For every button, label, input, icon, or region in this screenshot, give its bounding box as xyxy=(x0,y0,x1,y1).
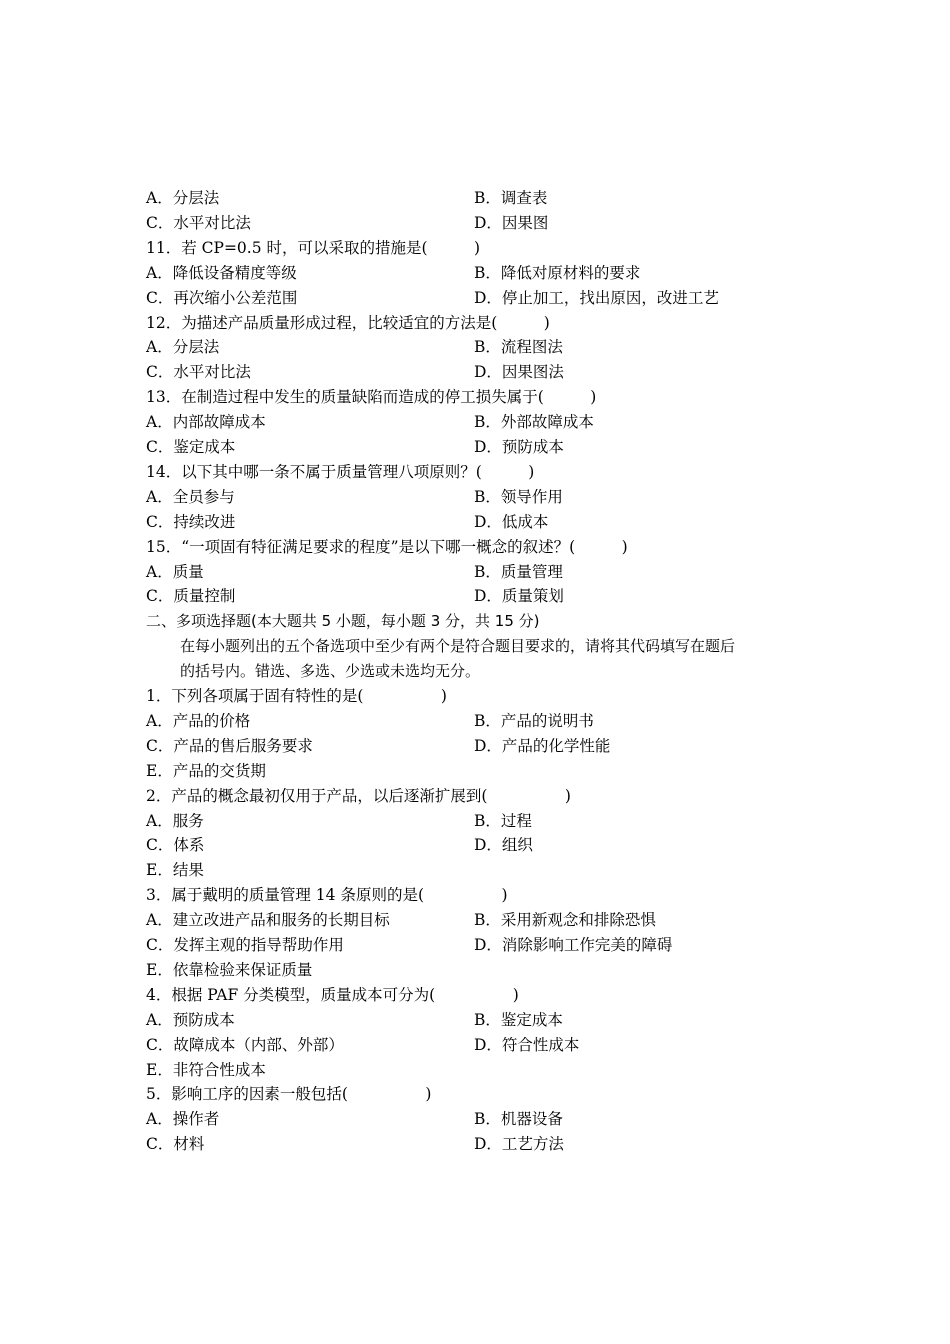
question-text: 14．以下其中哪一条不属于质量管理八项原则？( ) xyxy=(146,463,535,481)
question-text: 4．根据 PAF 分类模型，质量成本可分为( ) xyxy=(146,986,519,1004)
option-left: A．操作者 xyxy=(146,1110,220,1128)
option-right: D．组织 xyxy=(474,836,533,854)
option-left: C．体系 xyxy=(146,836,205,854)
option-right: D．产品的化学性能 xyxy=(474,737,611,755)
option-left: A．产品的价格 xyxy=(146,712,251,730)
option-left: C．持续改进 xyxy=(146,513,236,531)
option-left: A．内部故障成本 xyxy=(146,413,266,431)
option-right: B．采用新观念和排除恐惧 xyxy=(474,911,656,929)
question-text: E．非符合性成本 xyxy=(146,1061,266,1079)
option-left: C．产品的售后服务要求 xyxy=(146,737,313,755)
option-left: A．降低设备精度等级 xyxy=(146,264,297,282)
question-text: 13．在制造过程中发生的质量缺陷而造成的停工损失属于( ) xyxy=(146,388,597,406)
option-left: A．全员参与 xyxy=(146,488,235,506)
option-left: A．建立改进产品和服务的长期目标 xyxy=(146,911,390,929)
option-left: C．再次缩小公差范围 xyxy=(146,289,298,307)
section-instructions: 的括号内。错选、多选、少选或未选均无分。 xyxy=(180,662,481,680)
question-text: 3．属于戴明的质量管理 14 条原则的是( ) xyxy=(146,886,508,904)
option-left: A．质量 xyxy=(146,563,204,581)
question-text: E．产品的交货期 xyxy=(146,762,266,780)
option-left: C．水平对比法 xyxy=(146,363,251,381)
option-left: A．分层法 xyxy=(146,189,220,207)
option-right: B．产品的说明书 xyxy=(474,712,594,730)
question-text: 1．下列各项属于固有特性的是( ) xyxy=(146,687,447,705)
option-left: C．鉴定成本 xyxy=(146,438,236,456)
option-right: B．过程 xyxy=(474,812,532,830)
option-right: B．调查表 xyxy=(474,189,548,207)
question-text: 15．“一项固有特征满足要求的程度”是以下哪一概念的叙述？( ) xyxy=(146,538,628,556)
question-text: 5．影响工序的因素一般包括( ) xyxy=(146,1085,432,1103)
section-heading: 二、多项选择题(本大题共 5 小题，每小题 3 分，共 15 分) xyxy=(146,612,540,630)
option-right: D．预防成本 xyxy=(474,438,564,456)
option-left: C．发挥主观的指导帮助作用 xyxy=(146,936,344,954)
question-text: E．结果 xyxy=(146,861,204,879)
option-right: D．质量策划 xyxy=(474,587,564,605)
option-left: C．水平对比法 xyxy=(146,214,251,232)
option-right: D．低成本 xyxy=(474,513,549,531)
question-text: 12．为描述产品质量形成过程，比较适宜的方法是( ) xyxy=(146,314,550,332)
option-left: A．分层法 xyxy=(146,338,220,356)
section-instructions: 在每小题列出的五个备选项中至少有两个是符合题目要求的，请将其代码填写在题后 xyxy=(180,637,736,655)
option-right: D．工艺方法 xyxy=(474,1135,564,1153)
option-right: B．外部故障成本 xyxy=(474,413,594,431)
option-right: B．机器设备 xyxy=(474,1110,563,1128)
option-right: D．因果图法 xyxy=(474,363,564,381)
option-right: B．流程图法 xyxy=(474,338,563,356)
option-left: C．故障成本（内部、外部） xyxy=(146,1036,344,1054)
option-right: B．鉴定成本 xyxy=(474,1011,563,1029)
question-text: 2．产品的概念最初仅用于产品，以后逐渐扩展到( ) xyxy=(146,787,571,805)
option-right: D．因果图 xyxy=(474,214,549,232)
option-right: D．消除影响工作完美的障碍 xyxy=(474,936,673,954)
question-text: 11．若 CP=0.5 时，可以采取的措施是( ) xyxy=(146,239,481,257)
question-text: E．依靠检验来保证质量 xyxy=(146,961,313,979)
option-right: B．领导作用 xyxy=(474,488,563,506)
option-left: A．预防成本 xyxy=(146,1011,235,1029)
option-left: A．服务 xyxy=(146,812,204,830)
option-left: C．材料 xyxy=(146,1135,205,1153)
option-left: C．质量控制 xyxy=(146,587,236,605)
option-right: B．质量管理 xyxy=(474,563,563,581)
option-right: D．符合性成本 xyxy=(474,1036,580,1054)
option-right: D．停止加工，找出原因，改进工艺 xyxy=(474,289,719,307)
option-right: B．降低对原材料的要求 xyxy=(474,264,641,282)
